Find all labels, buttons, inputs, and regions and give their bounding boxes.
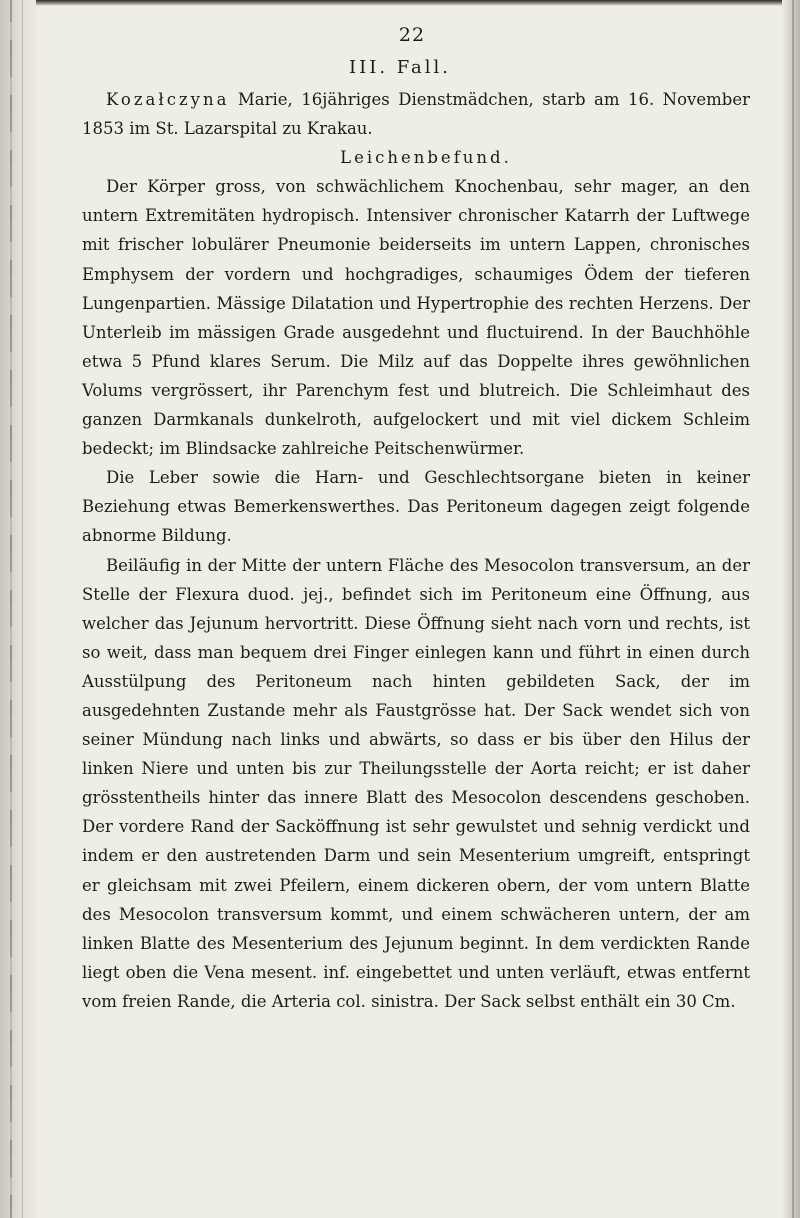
page-edge-top	[36, 0, 782, 6]
patient-name: Kozałczyna	[106, 90, 230, 109]
paragraph-findings: Der Körper gross, von schwächlichem Knochenbau, sehr mager, an den untern Extremitäten hydropisch. Intensiver chronischer Katarrh der Luftwege mit frischer lobulärer Pneumonie beiderseits im untern Lappen, chronisches Emphysem der vordern und hochgradiges, schaumiges Ödem der tieferen Lungenpartien. Mässige Dilatation und Hypertrophie des rechten Herzens. Der Unterleib im mässigen Grade ausgedehnt und fluctuirend. In der Bauchhöhle etwa 5 Pfund klares Serum. Die Milz auf das Doppelte ihres gewöhnlichen Volums vergrössert, ihr Parenchym fest und blutreich. Die Schleimhaut des ganzen Darmkanals dunkelroth, aufgelockert und mit viel dickem Schleim bedeckt; im Blindsacke zahlreiche Peitschenwürmer.	[82, 177, 750, 459]
case-intro	[82, 85, 750, 143]
chapter-title: III. Fall.	[348, 57, 451, 78]
body-text	[82, 85, 750, 1016]
page-edge-right	[782, 0, 800, 1218]
binding-gutter-left	[0, 0, 36, 1218]
paragraph-peritoneum: Beiläufig in der Mitte der untern Fläche des Mesocolon transversum, an der Stelle der Flexura duod. jej., befindet sich im Peritoneum eine Öffnung, aus welcher das Jejunum hervortritt. Diese Öffnung sieht nach vorn und rechts, ist so weit, dass man bequem drei Finger einlegen kann und führt in einen durch Ausstülpung des Peritoneum nach hinten gebildeten Sack, der im ausgedehnten Zustande mehr als Faustgrösse hat. Der Sack wendet sich von seiner Mündung nach links und abwärts, so dass er bis über den Hilus der linken Niere und unten bis zur Theilungsstelle der Aorta reicht; er ist daher grösstentheils hinter das innere Blatt des Mesocolon descendens geschoben. Der vordere Rand der Sacköffnung ist sehr gewulstet und sehnig verdickt und indem er den austretenden Darm und sein Mesenterium umgreift, entspringt er gleichsam mit zwei Pfeilern, einem dickeren obern, der vom untern Blatte des Mesocolon transversum kommt, und einem schwächeren untern, der am linken Blatte des Mesenterium des Jejunum beginnt. In dem verdickten Rande liegt oben die Vena mesent. inf. eingebettet und unten verläuft, etwas entfernt vom freien Rande, die Arteria col. sinistra. Der Sack selbst enthält ein 30 Cm.	[82, 555, 750, 1011]
section-heading: Leichenbefund.	[340, 148, 512, 168]
page-number: 22	[398, 24, 426, 46]
case-intro-text: Marie, 16jähriges Dienstmädchen, starb am 16. November 1853 im St. Lazarspital zu Krakau.	[82, 90, 750, 139]
paragraph-organs: Die Leber sowie die Harn- und Geschlechtsorgane bieten in keiner Beziehung etwas Bemerkenswerthes. Das Peritoneum dagegen zeigt folgende abnorme Bildung.	[82, 468, 750, 546]
